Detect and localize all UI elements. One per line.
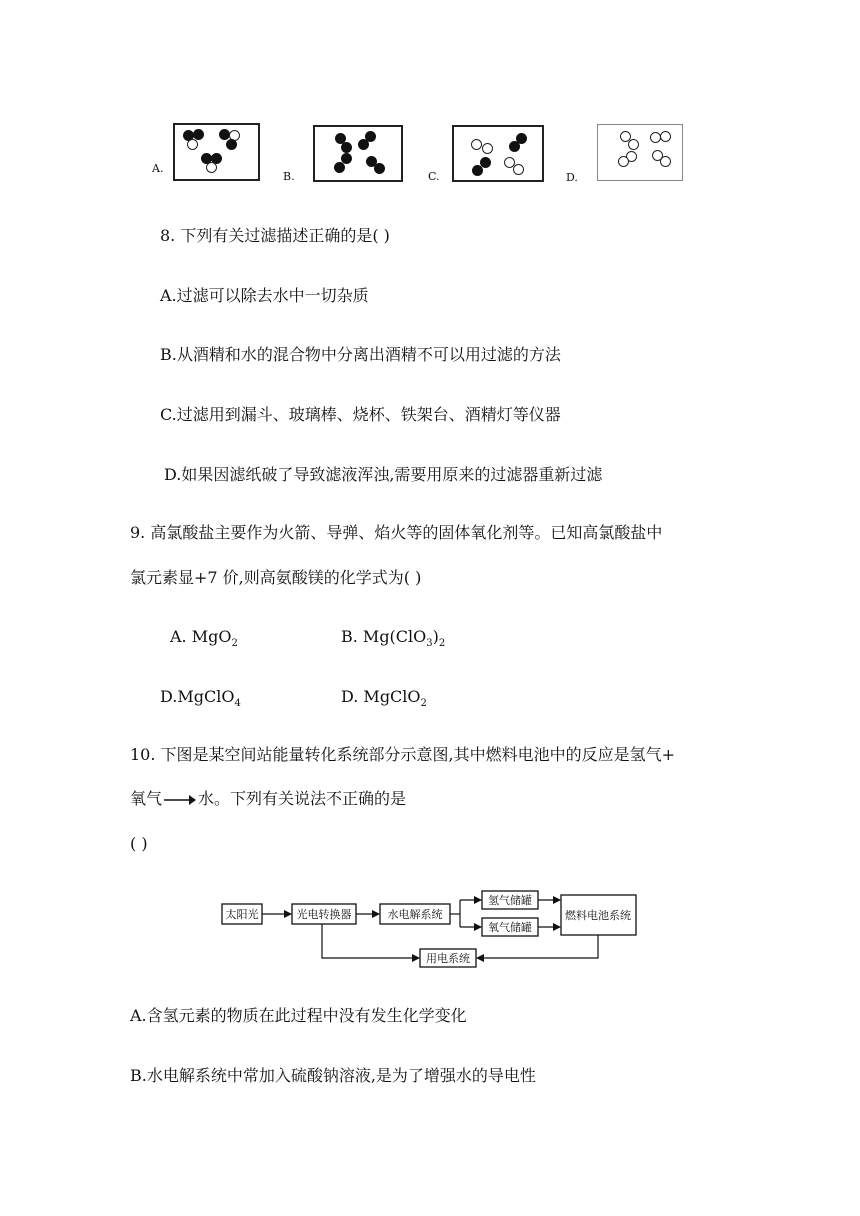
option-label-b: B.	[283, 170, 295, 183]
option-label-d: D.	[566, 171, 578, 184]
question-10-stem-line1: 10. 下图是某空间站能量转化系统部分示意图,其中燃料电池中的反应是氢气+	[130, 745, 676, 764]
label-converter: 光电转换器	[296, 908, 352, 921]
question-9-stem-line1: 9. 高氯酸盐主要作为火箭、导弹、焰火等的固体氧化剂等。已知高氯酸盐中	[130, 523, 663, 542]
question-8-stem: 8. 下列有关过滤描述正确的是( )	[160, 226, 390, 245]
question-9-option-c: D.MgClO$_4$	[160, 687, 241, 710]
arrow-converter-to-consumer	[322, 924, 419, 958]
question-9-option-b: B. $Mg(ClO_3)_2$	[341, 627, 446, 650]
label-sunlight: 太阳光	[225, 908, 259, 921]
question-9-option-d: D. MgClO$_2$	[341, 687, 427, 710]
option-label-a: A.	[152, 162, 164, 175]
label-consumer: 用电系统	[426, 952, 470, 965]
question-8-option-a: A.过滤可以除去水中一切杂质	[160, 286, 369, 305]
question-8-option-b: B.从酒精和水的混合物中分离出酒精不可以用过滤的方法	[160, 345, 561, 364]
label-oxygen-tank: 氧气储罐	[488, 921, 532, 934]
arrow-fuel-cell-to-consumer	[477, 935, 598, 958]
question-8-option-d: D.如果因滤纸破了导致滤液浑浊,需要用原来的过滤器重新过滤	[164, 465, 603, 484]
option-label-c: C.	[428, 170, 440, 183]
label-hydrogen-tank: 氢气储罐	[488, 894, 532, 907]
question-10-option-b: B.水电解系统中常加入硫酸钠溶液,是为了增强水的导电性	[130, 1066, 536, 1085]
label-fuel-cell: 燃料电池系统	[565, 909, 631, 922]
question-9-stem-line2: 氯元素显+7 价,则高氨酸镁的化学式为( )	[130, 568, 422, 587]
question-9-option-a: A. MgO$_2$	[170, 627, 238, 650]
question-10-stem-line2: 氧气 水。下列有关说法不正确的是	[130, 789, 407, 808]
question-10-answer-paren: ( )	[130, 834, 148, 853]
label-electrolysis: 水电解系统	[387, 908, 443, 921]
question-8-option-c: C.过滤用到漏斗、玻璃棒、烧杯、铁架台、酒精灯等仪器	[160, 405, 561, 424]
question-10-option-a: A.含氢元素的物质在此过程中没有发生化学变化	[130, 1006, 467, 1025]
